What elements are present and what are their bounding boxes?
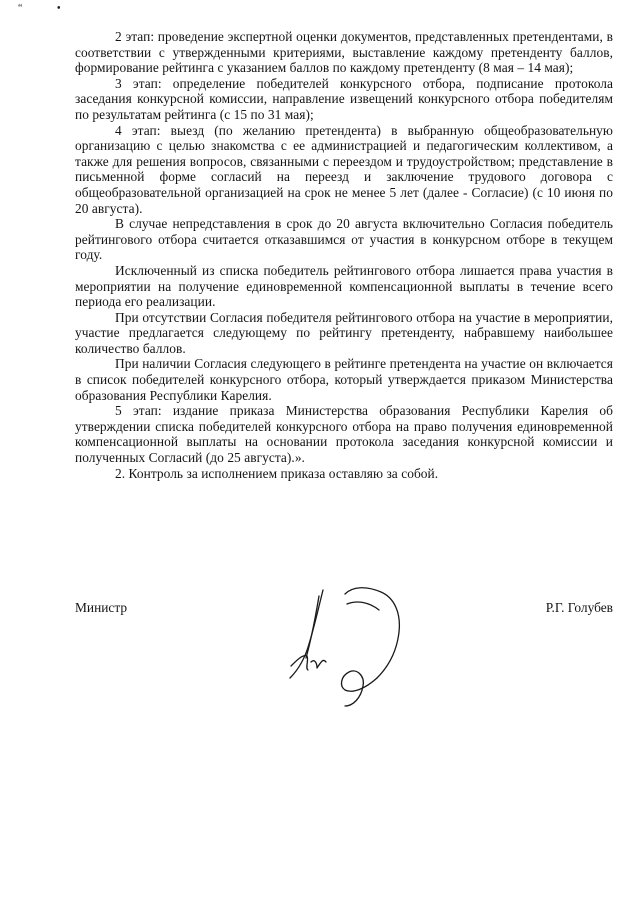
paragraph-stage-2: 2 этап: проведение экспертной оценки документов, представленных претендентами, в соответствии с утвержденными критериями, выставление каждому претенденту баллов, формирование рейтинга с указанием баллов по каждому претенденту (8 мая – 14 мая); (75, 29, 613, 76)
handwritten-signature (271, 582, 411, 710)
signatory-position: Министр (75, 600, 128, 615)
scan-artifact-mark: “ (18, 3, 23, 14)
scan-artifact-dot: • (57, 3, 61, 14)
paragraph-stage-4: 4 этап: выезд (по желанию претендента) в выбранную общеобразовательную организацию с целью знакомства с ее администрацией и педагогическим коллективом, а также для решения вопросов, связанными с переездом и трудоустройством; представление в письменной форме согласий на переезд и заключение трудового договора с общеобразовательной организацией на срок не менее 5 лет (далее - Согласие) (с 10 июня по 20 августа). (75, 122, 613, 216)
document-body (75, 29, 613, 481)
paragraph-excluded-winner: Исключенный из списка победитель рейтингового отбора лишается права участия в мероприятии на получение единовременной компенсационной выплаты в течение всего периода его реализации. (75, 262, 613, 310)
paragraph-no-consent: При отсутствии Согласия победителя рейтингового отбора на участие в мероприятии, участие предлагается следующему по рейтингу претенденту, набравшему наибольшее количество баллов. (75, 309, 613, 356)
paragraph-stage-3: 3 этап: определение победителей конкурсного отбора, подписание протокола заседания конкурсной комиссии, направление извещений конкурсного отбора победителям по результатам рейтинга (с 15 по 31 мая); (75, 75, 613, 122)
paragraph-next-candidate: При наличии Согласия следующего в рейтинге претендента на участие он включается в список победителей конкурсного отбора, который утверждается приказом Министерства образования Республики Карелия. (75, 356, 613, 403)
paragraph-control-clause: 2. Контроль за исполнением приказа оставляю за собой. (115, 465, 439, 481)
signatory-name: Р.Г. Голубев (545, 600, 613, 615)
paragraph-stage-5: 5 этап: издание приказа Министерства образования Республики Карелия об утверждении списка победителей конкурсного отбора на право получения единовременной компенсационной выплаты на основании протокола заседания конкурсной комиссии и полученных Согласий (до 25 августа).». (75, 403, 613, 466)
signature-block (75, 582, 613, 712)
paragraph-refusal-rule: В случае непредставления в срок до 20 августа включительно Согласия победитель рейтингового отбора считается отказавшимся от участия в конкурсном отборе в текущем году. (75, 216, 613, 263)
